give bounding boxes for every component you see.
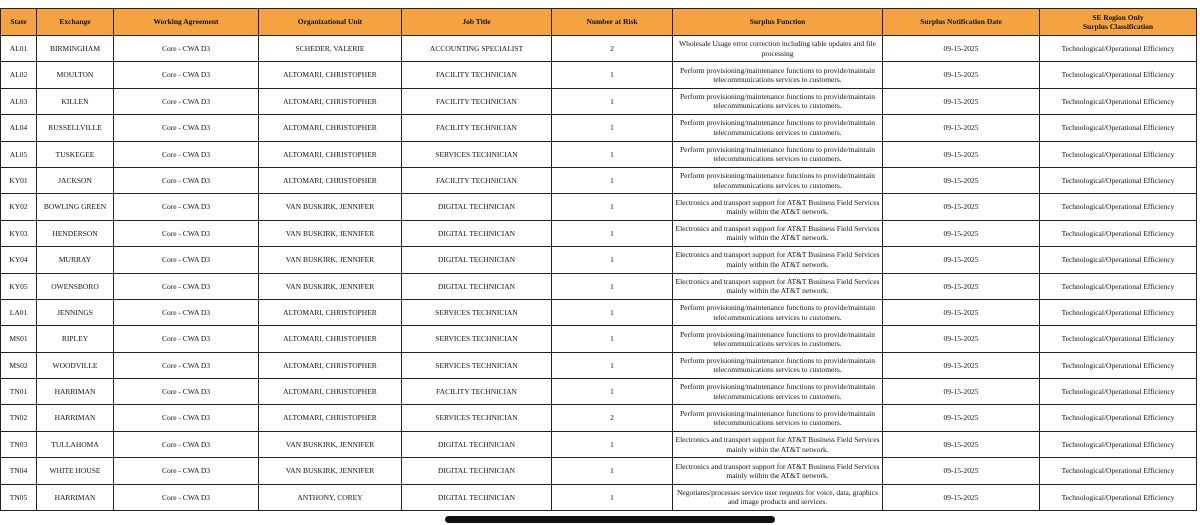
cell-organizational-unit: VAN BUSKIRK, JENNIFER bbox=[259, 458, 402, 484]
cell-surplus-function: Electronics and transport support for AT&T Business Field Services mainly within the AT&T network. bbox=[673, 458, 883, 484]
cell-organizational-unit: ALTOMARI, CHRISTOPHER bbox=[259, 115, 402, 141]
cell-number-at-risk: 1 bbox=[552, 299, 673, 325]
cell-surplus-classification: Technological/Operational Efficiency bbox=[1040, 247, 1197, 273]
cell-surplus-function: Perform provisioning/maintenance functions to provide/maintain telecommunications services to customers. bbox=[673, 352, 883, 378]
table-row bbox=[1, 458, 1197, 484]
cell-state: AL01 bbox=[1, 36, 37, 62]
cell-notification-date: 09-15-2025 bbox=[883, 379, 1040, 405]
cell-working-agreement: Core - CWA D3 bbox=[114, 458, 259, 484]
table-row bbox=[1, 484, 1197, 510]
cell-notification-date: 09-15-2025 bbox=[883, 326, 1040, 352]
cell-surplus-classification: Technological/Operational Efficiency bbox=[1040, 36, 1197, 62]
cell-surplus-classification: Technological/Operational Efficiency bbox=[1040, 352, 1197, 378]
cell-working-agreement: Core - CWA D3 bbox=[114, 273, 259, 299]
cell-exchange: BIRMINGHAM bbox=[37, 36, 114, 62]
cell-organizational-unit: ALTOMARI, CHRISTOPHER bbox=[259, 326, 402, 352]
cell-state: LA01 bbox=[1, 299, 37, 325]
cell-surplus-classification: Technological/Operational Efficiency bbox=[1040, 405, 1197, 431]
cell-organizational-unit: ALTOMARI, CHRISTOPHER bbox=[259, 379, 402, 405]
cell-surplus-function: Perform provisioning/maintenance functions to provide/maintain telecommunications services to customers. bbox=[673, 299, 883, 325]
cell-notification-date: 09-15-2025 bbox=[883, 484, 1040, 510]
table-row bbox=[1, 36, 1197, 62]
cell-organizational-unit: VAN BUSKIRK, JENNIFER bbox=[259, 194, 402, 220]
cell-state: KY03 bbox=[1, 220, 37, 246]
cell-job-title: SERVICES TECHNICIAN bbox=[402, 141, 552, 167]
cell-surplus-classification: Technological/Operational Efficiency bbox=[1040, 194, 1197, 220]
cell-organizational-unit: ALTOMARI, CHRISTOPHER bbox=[259, 88, 402, 114]
cell-exchange: OWENSBORO bbox=[37, 273, 114, 299]
cell-working-agreement: Core - CWA D3 bbox=[114, 115, 259, 141]
cell-surplus-function: Electronics and transport support for AT&T Business Field Services mainly within the AT&T network. bbox=[673, 273, 883, 299]
cell-job-title: FACILITY TECHNICIAN bbox=[402, 62, 552, 88]
col-header-number-at-risk: Number at Risk bbox=[552, 9, 673, 36]
cell-surplus-classification: Technological/Operational Efficiency bbox=[1040, 167, 1197, 193]
table-row bbox=[1, 405, 1197, 431]
cell-working-agreement: Core - CWA D3 bbox=[114, 405, 259, 431]
col-header-classification-line2: Surplus Classification bbox=[1082, 22, 1154, 31]
cell-surplus-classification: Technological/Operational Efficiency bbox=[1040, 88, 1197, 114]
cell-exchange: KILLEN bbox=[37, 88, 114, 114]
cell-working-agreement: Core - CWA D3 bbox=[114, 220, 259, 246]
cell-state: AL02 bbox=[1, 62, 37, 88]
col-header-organizational-unit: Organizational Unit bbox=[259, 9, 402, 36]
cell-surplus-function: Negotiates/processes service user requests for voice, data, graphics and image products and services. bbox=[673, 484, 883, 510]
cell-working-agreement: Core - CWA D3 bbox=[114, 352, 259, 378]
cell-exchange: HARRIMAN bbox=[37, 405, 114, 431]
cell-organizational-unit: ANTHONY, COREY bbox=[259, 484, 402, 510]
col-header-exchange: Exchange bbox=[37, 9, 114, 36]
table-row bbox=[1, 379, 1197, 405]
cell-exchange: MURRAY bbox=[37, 247, 114, 273]
cell-working-agreement: Core - CWA D3 bbox=[114, 431, 259, 457]
cell-surplus-classification: Technological/Operational Efficiency bbox=[1040, 431, 1197, 457]
cell-job-title: DIGITAL TECHNICIAN bbox=[402, 484, 552, 510]
cell-number-at-risk: 1 bbox=[552, 220, 673, 246]
cell-exchange: JACKSON bbox=[37, 167, 114, 193]
cell-job-title: FACILITY TECHNICIAN bbox=[402, 379, 552, 405]
cell-number-at-risk: 1 bbox=[552, 247, 673, 273]
cell-job-title: ACCOUNTING SPECIALIST bbox=[402, 36, 552, 62]
cell-working-agreement: Core - CWA D3 bbox=[114, 484, 259, 510]
cell-number-at-risk: 1 bbox=[552, 273, 673, 299]
cell-notification-date: 09-15-2025 bbox=[883, 88, 1040, 114]
cell-notification-date: 09-15-2025 bbox=[883, 405, 1040, 431]
cell-notification-date: 09-15-2025 bbox=[883, 431, 1040, 457]
surplus-table bbox=[0, 8, 1197, 511]
cell-number-at-risk: 2 bbox=[552, 405, 673, 431]
table-row bbox=[1, 431, 1197, 457]
cell-job-title: FACILITY TECHNICIAN bbox=[402, 115, 552, 141]
cell-organizational-unit: VAN BUSKIRK, JENNIFER bbox=[259, 220, 402, 246]
cell-number-at-risk: 1 bbox=[552, 194, 673, 220]
cell-surplus-classification: Technological/Operational Efficiency bbox=[1040, 299, 1197, 325]
cell-state: AL03 bbox=[1, 88, 37, 114]
cell-number-at-risk: 1 bbox=[552, 352, 673, 378]
cell-surplus-function: Electronics and transport support for AT&T Business Field Services mainly within the AT&T network. bbox=[673, 247, 883, 273]
cell-organizational-unit: ALTOMARI, CHRISTOPHER bbox=[259, 405, 402, 431]
cell-exchange: RIPLEY bbox=[37, 326, 114, 352]
cell-working-agreement: Core - CWA D3 bbox=[114, 379, 259, 405]
cell-surplus-classification: Technological/Operational Efficiency bbox=[1040, 115, 1197, 141]
table-row bbox=[1, 273, 1197, 299]
cell-job-title: DIGITAL TECHNICIAN bbox=[402, 194, 552, 220]
cell-exchange: TULLAHOMA bbox=[37, 431, 114, 457]
cell-organizational-unit: VAN BUSKIRK, JENNIFER bbox=[259, 431, 402, 457]
horizontal-scrollbar-thumb[interactable] bbox=[445, 516, 775, 523]
cell-exchange: WOODVILLE bbox=[37, 352, 114, 378]
cell-number-at-risk: 1 bbox=[552, 458, 673, 484]
table-row bbox=[1, 141, 1197, 167]
cell-organizational-unit: ALTOMARI, CHRISTOPHER bbox=[259, 352, 402, 378]
cell-working-agreement: Core - CWA D3 bbox=[114, 299, 259, 325]
table-row bbox=[1, 220, 1197, 246]
cell-number-at-risk: 1 bbox=[552, 62, 673, 88]
col-header-surplus-classification bbox=[1040, 9, 1197, 36]
cell-job-title: DIGITAL TECHNICIAN bbox=[402, 431, 552, 457]
cell-organizational-unit: VAN BUSKIRK, JENNIFER bbox=[259, 247, 402, 273]
cell-job-title: DIGITAL TECHNICIAN bbox=[402, 458, 552, 484]
cell-surplus-classification: Technological/Operational Efficiency bbox=[1040, 273, 1197, 299]
cell-job-title: SERVICES TECHNICIAN bbox=[402, 405, 552, 431]
cell-state: AL05 bbox=[1, 141, 37, 167]
cell-notification-date: 09-15-2025 bbox=[883, 299, 1040, 325]
cell-state: KY05 bbox=[1, 273, 37, 299]
table-row bbox=[1, 88, 1197, 114]
cell-notification-date: 09-15-2025 bbox=[883, 220, 1040, 246]
cell-job-title: DIGITAL TECHNICIAN bbox=[402, 273, 552, 299]
cell-number-at-risk: 1 bbox=[552, 88, 673, 114]
cell-notification-date: 09-15-2025 bbox=[883, 273, 1040, 299]
col-header-state: State bbox=[1, 9, 37, 36]
cell-working-agreement: Core - CWA D3 bbox=[114, 141, 259, 167]
cell-notification-date: 09-15-2025 bbox=[883, 247, 1040, 273]
cell-number-at-risk: 1 bbox=[552, 115, 673, 141]
cell-surplus-classification: Technological/Operational Efficiency bbox=[1040, 141, 1197, 167]
cell-surplus-function: Perform provisioning/maintenance functions to provide/maintain telecommunications services to customers. bbox=[673, 115, 883, 141]
cell-surplus-function: Perform provisioning/maintenance functions to provide/maintain telecommunications services to customers. bbox=[673, 405, 883, 431]
cell-state: KY04 bbox=[1, 247, 37, 273]
cell-state: TN03 bbox=[1, 431, 37, 457]
cell-state: TN02 bbox=[1, 405, 37, 431]
cell-organizational-unit: VAN BUSKIRK, JENNIFER bbox=[259, 273, 402, 299]
cell-number-at-risk: 1 bbox=[552, 431, 673, 457]
cell-notification-date: 09-15-2025 bbox=[883, 36, 1040, 62]
table-row bbox=[1, 247, 1197, 273]
cell-exchange: BOWLING GREEN bbox=[37, 194, 114, 220]
cell-exchange: TUSKEGEE bbox=[37, 141, 114, 167]
cell-working-agreement: Core - CWA D3 bbox=[114, 194, 259, 220]
table-row bbox=[1, 299, 1197, 325]
cell-exchange: JENNINGS bbox=[37, 299, 114, 325]
cell-surplus-classification: Technological/Operational Efficiency bbox=[1040, 62, 1197, 88]
cell-surplus-function: Perform provisioning/maintenance functions to provide/maintain telecommunications services to customers. bbox=[673, 379, 883, 405]
cell-working-agreement: Core - CWA D3 bbox=[114, 62, 259, 88]
cell-surplus-classification: Technological/Operational Efficiency bbox=[1040, 484, 1197, 510]
cell-surplus-classification: Technological/Operational Efficiency bbox=[1040, 220, 1197, 246]
cell-exchange: WHITE HOUSE bbox=[37, 458, 114, 484]
col-header-classification-line1: SE Region Only bbox=[1092, 12, 1144, 22]
cell-notification-date: 09-15-2025 bbox=[883, 352, 1040, 378]
cell-working-agreement: Core - CWA D3 bbox=[114, 167, 259, 193]
cell-number-at-risk: 1 bbox=[552, 326, 673, 352]
cell-organizational-unit: ALTOMARI, CHRISTOPHER bbox=[259, 141, 402, 167]
cell-notification-date: 09-15-2025 bbox=[883, 458, 1040, 484]
cell-working-agreement: Core - CWA D3 bbox=[114, 247, 259, 273]
col-header-surplus-function: Surplus Function bbox=[673, 9, 883, 36]
table-row bbox=[1, 167, 1197, 193]
col-header-notification-date: Surplus Notification Date bbox=[883, 9, 1040, 36]
cell-organizational-unit: ALTOMARI, CHRISTOPHER bbox=[259, 299, 402, 325]
cell-state: TN05 bbox=[1, 484, 37, 510]
cell-exchange: MOULTON bbox=[37, 62, 114, 88]
cell-exchange: RUSSELLVILLE bbox=[37, 115, 114, 141]
table-row bbox=[1, 326, 1197, 352]
cell-organizational-unit: ALTOMARI, CHRISTOPHER bbox=[259, 62, 402, 88]
cell-job-title: SERVICES TECHNICIAN bbox=[402, 299, 552, 325]
cell-working-agreement: Core - CWA D3 bbox=[114, 88, 259, 114]
cell-number-at-risk: 1 bbox=[552, 379, 673, 405]
cell-surplus-classification: Technological/Operational Efficiency bbox=[1040, 326, 1197, 352]
cell-job-title: SERVICES TECHNICIAN bbox=[402, 326, 552, 352]
cell-notification-date: 09-15-2025 bbox=[883, 62, 1040, 88]
cell-state: TN04 bbox=[1, 458, 37, 484]
table-row bbox=[1, 115, 1197, 141]
cell-surplus-function: Perform provisioning/maintenance functions to provide/maintain telecommunications services to customers. bbox=[673, 62, 883, 88]
cell-number-at-risk: 1 bbox=[552, 484, 673, 510]
cell-state: MS02 bbox=[1, 352, 37, 378]
cell-job-title: FACILITY TECHNICIAN bbox=[402, 167, 552, 193]
cell-surplus-function: Perform provisioning/maintenance functions to provide/maintain telecommunications services to customers. bbox=[673, 141, 883, 167]
table-body bbox=[1, 36, 1197, 511]
cell-state: AL04 bbox=[1, 115, 37, 141]
cell-exchange: HARRIMAN bbox=[37, 379, 114, 405]
cell-organizational-unit: SCHEDER, VALERIE bbox=[259, 36, 402, 62]
cell-job-title: FACILITY TECHNICIAN bbox=[402, 88, 552, 114]
cell-state: KY02 bbox=[1, 194, 37, 220]
cell-number-at-risk: 1 bbox=[552, 167, 673, 193]
cell-working-agreement: Core - CWA D3 bbox=[114, 36, 259, 62]
cell-notification-date: 09-15-2025 bbox=[883, 167, 1040, 193]
cell-state: KY01 bbox=[1, 167, 37, 193]
cell-job-title: SERVICES TECHNICIAN bbox=[402, 352, 552, 378]
cell-surplus-classification: Technological/Operational Efficiency bbox=[1040, 379, 1197, 405]
cell-surplus-classification: Technological/Operational Efficiency bbox=[1040, 458, 1197, 484]
table-row bbox=[1, 62, 1197, 88]
cell-number-at-risk: 1 bbox=[552, 141, 673, 167]
cell-notification-date: 09-15-2025 bbox=[883, 115, 1040, 141]
table-row bbox=[1, 352, 1197, 378]
cell-surplus-function: Wholesale Usage error correction including table updates and file processing bbox=[673, 36, 883, 62]
cell-working-agreement: Core - CWA D3 bbox=[114, 326, 259, 352]
cell-surplus-function: Perform provisioning/maintenance functions to provide/maintain telecommunications services to customers. bbox=[673, 167, 883, 193]
cell-number-at-risk: 2 bbox=[552, 36, 673, 62]
cell-notification-date: 09-15-2025 bbox=[883, 194, 1040, 220]
cell-surplus-function: Perform provisioning/maintenance functions to provide/maintain telecommunications services to customers. bbox=[673, 326, 883, 352]
cell-surplus-function: Electronics and transport support for AT&T Business Field Services mainly within the AT&T network. bbox=[673, 220, 883, 246]
cell-job-title: DIGITAL TECHNICIAN bbox=[402, 220, 552, 246]
cell-state: TN01 bbox=[1, 379, 37, 405]
table-row bbox=[1, 194, 1197, 220]
cell-state: MS01 bbox=[1, 326, 37, 352]
header-row bbox=[1, 9, 1197, 36]
cell-exchange: HARRIMAN bbox=[37, 484, 114, 510]
col-header-working-agreement: Working Agreement bbox=[114, 9, 259, 36]
cell-organizational-unit: ALTOMARI, CHRISTOPHER bbox=[259, 167, 402, 193]
cell-job-title: DIGITAL TECHNICIAN bbox=[402, 247, 552, 273]
col-header-job-title: Job Title bbox=[402, 9, 552, 36]
cell-surplus-function: Electronics and transport support for AT&T Business Field Services mainly within the AT&T network. bbox=[673, 194, 883, 220]
cell-surplus-function: Electronics and transport support for AT&T Business Field Services mainly within the AT&T network. bbox=[673, 431, 883, 457]
cell-exchange: HENDERSON bbox=[37, 220, 114, 246]
cell-notification-date: 09-15-2025 bbox=[883, 141, 1040, 167]
cell-surplus-function: Perform provisioning/maintenance functions to provide/maintain telecommunications services to customers. bbox=[673, 88, 883, 114]
